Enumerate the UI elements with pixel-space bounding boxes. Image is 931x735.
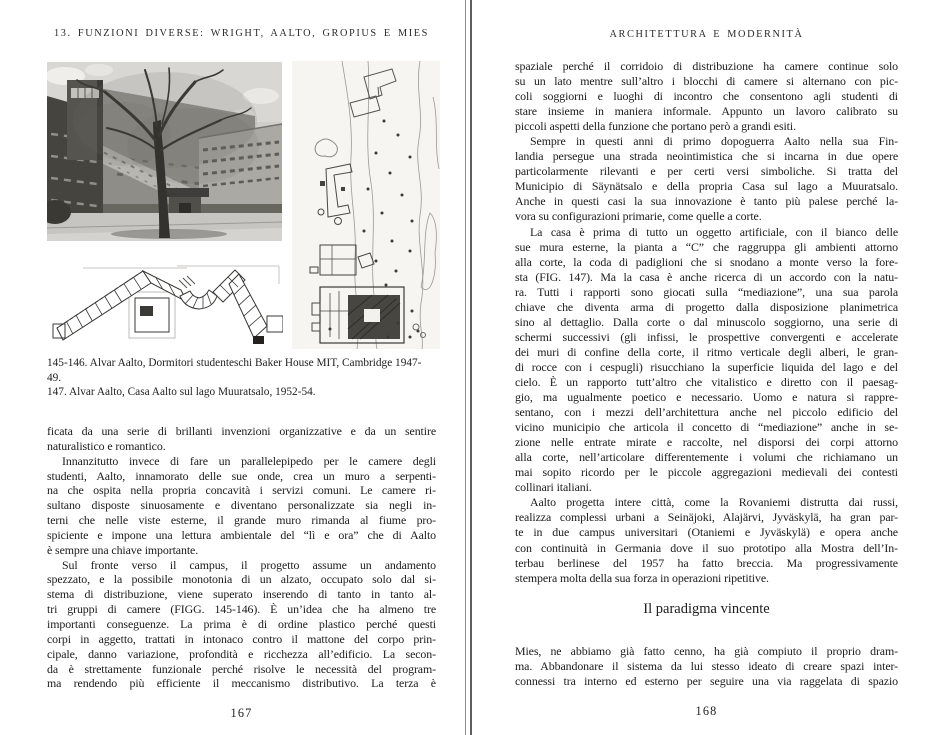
figure-caption — [47, 356, 439, 400]
text-line: cielo. È un rapporto tutt’altro che vitalistico e diretto con il paesag- — [515, 374, 898, 389]
text-line: ra. Tutti i rapporti sono giocati sulla “mediazione”, una sua parola — [515, 284, 898, 299]
text-line: ficata da una serie di brillanti invenzioni organizzative e da un sentire — [47, 424, 436, 438]
caption-line: 145-146. Alvar Aalto, Dormitori studenteschi Baker House MIT, Cambridge 1947- — [47, 357, 422, 369]
section-heading: Il paradigma vincente — [643, 601, 770, 617]
right-page-body-text-after-heading — [515, 644, 898, 689]
text-line: mai sopito ricordo per le piccole aggregazioni medievali dei contesti — [515, 465, 898, 480]
text-line: sentano, con i mezzi dell’architettura anche nel piccolo edificio del — [515, 405, 898, 420]
text-line: è sempre una chiave importante. — [47, 542, 199, 557]
floor-plan-graphic — [47, 258, 283, 349]
text-line: sta (FIG. 147). Ma la casa è anche ricerca di un accordo con la natu- — [515, 269, 898, 284]
text-line: Sempre in questi anni di primo dopoguerra Aalto nella sua Fin- — [530, 134, 898, 149]
text-line: collinari italiani. — [515, 480, 592, 495]
figure-baker-house-plan — [47, 258, 283, 349]
text-line: cipale, danno variazione, profondità e ricchezza all’edificio. La secon- — [47, 646, 436, 661]
text-line: realizza complessi urbani a Seinäjoki, Alajärvi, Jyväskylä, ha gran par- — [515, 510, 898, 525]
text-line: na che ospita nella propria concavità i servizi comuni. Le camere ri- — [47, 483, 436, 498]
left-page-body-text — [47, 424, 436, 691]
text-line: naturalistico e romantico. — [47, 438, 166, 453]
text-line: sino al dettaglio. Dalla corte o dal minuscolo soggiorno, una serie di — [515, 314, 898, 329]
right-page — [470, 0, 931, 735]
text-line: Anche in questi casi la sua innovazione è tanto più palese perché la- — [515, 194, 898, 209]
text-line: piccoli aspetti della funzione che portano però a grandi esiti. — [515, 119, 796, 134]
left-page — [0, 0, 465, 735]
text-line: stare insieme in maniera informale. Appunto un lavoro calibrato su — [515, 104, 898, 119]
text-line: terni che nelle viste esterne, il grande muro rimanda al fiume pro- — [47, 513, 436, 528]
text-line: studenti, Aalto, innamorato delle sue onde, crea un muro a serpenti- — [47, 468, 436, 483]
caption-line: 49. — [47, 371, 62, 384]
text-line: te in due campus universitari (Otaniemi e Jyväskylä) e opera anche — [515, 525, 898, 540]
text-line: Municipio di Säynätsalo e della propria Casa sul lago a Muuratsalo. — [515, 179, 898, 194]
text-line: stempera molta della sua forza in operazioni ripetitive. — [515, 570, 769, 585]
text-line: sultano disposte sinuosamente e diventano personalizzate sia negli in- — [47, 498, 436, 513]
text-line: gio, ma ugualmente poetico e necessario. Uomo e natura si rappre- — [515, 390, 898, 405]
text-line: La casa è prima di tutto un oggetto artificiale, con il bianco delle — [530, 224, 898, 239]
text-line: sue mura esterne, la pianta a “C” che raggruppa gli ambienti attorno — [515, 239, 898, 254]
text-line: tri gruppi di camere (FIGG. 145-146). È un’idea che ha almeno tre — [47, 602, 436, 617]
text-line: particolarmente rilevanti e per certi versi simboliche. Si tratta del — [515, 164, 898, 179]
text-line: terbau berlinese del 1957 ha fatto breccia. Ma progressivamente — [515, 555, 898, 570]
text-line: connessi tra interno ed esterno per seguire una via raggelata di spazio — [515, 674, 898, 689]
text-line: alla corte, nell’articolare differentemente i volumi che richiamano un — [515, 450, 898, 465]
text-line: su un lato mentre sull’altro i blocchi di camere si alternano con pic- — [515, 74, 898, 89]
text-line: dei muri di confine della corte, il ritmo verticale degli alberi, le gran- — [515, 344, 898, 359]
text-line: chiave che diventa arma di progetto dalla disposizione planimetrica — [515, 299, 898, 314]
text-line: zione nelle entrate mirate e raccolte, nel disporsi dei corpi attorno — [515, 435, 898, 450]
right-page-body-text — [515, 59, 898, 586]
text-line: spiciente e impone una lettura ambientale del “lì e ora” che di Aalto — [47, 527, 436, 542]
text-line: ma rendendo più efficiente il meccanismo distributivo. La terza è — [47, 676, 436, 691]
text-line: alla corte, la coda di padiglioni che si snodano a monte verso la fore- — [515, 254, 898, 269]
text-line: Innanzitutto invece di fare un parallelepipedo per le camere degli — [62, 453, 436, 468]
text-line: ma. Abbandonare il sistema da lui stesso ideato di creare spazi inter- — [515, 659, 898, 674]
text-line: vicino municipio che articola il concetto di “mediazione” anche in se- — [515, 420, 898, 435]
text-line: spaziale perché il corridoio di distribuzione ha camere continue solo — [515, 59, 898, 73]
text-line: coli soggiorni e luoghi di incontro che consentono agli studenti di — [515, 89, 898, 104]
text-line: spezzato, e la possibile monotonia di un alzato, occupato solo dal si- — [47, 572, 436, 587]
left-page-number: 167 — [230, 706, 253, 720]
running-header-left: 13. FUNZIONI DIVERSE: WRIGHT, AALTO, GROPIUS E MIES — [54, 28, 429, 39]
text-line: Sul fronte verso il campus, il progetto assume un andamento — [62, 557, 436, 572]
right-page-number: 168 — [695, 704, 718, 718]
text-line: schermi successivi (gli infissi, le prospettive convergenti e accelerate — [515, 329, 898, 344]
text-line: di rocce con i cespugli) risucchiano la superficie liquida del lago e del — [515, 359, 898, 374]
text-line: corpi in aggetto, trattati in intonaco contro il mattone del corpo prin- — [47, 631, 436, 646]
text-line: landia persegue una strada neointimistica che si incarna in due opere — [515, 149, 898, 164]
running-header-right: ARCHITETTURA E MODERNITÀ — [609, 29, 804, 40]
figure-muuratsalo-site-plan — [292, 61, 440, 349]
figure-baker-house-photo — [47, 62, 282, 241]
baker-house-photo-graphic — [47, 62, 282, 241]
text-line: con continuità in Germania dove il suo prototipo alla Mostra dell’In- — [515, 540, 898, 555]
text-line: stema di distribuzione, viene superato inserendo di tanto in tanto al- — [47, 587, 436, 602]
caption-line: 147. Alvar Aalto, Casa Aalto sul lago Muuratsalo, 1952-54. — [47, 386, 316, 399]
site-plan-graphic — [292, 61, 440, 349]
text-line: importanti conseguenze. La prima è di ordine plastico perché questi — [47, 616, 436, 631]
text-line: Aalto progetta intere città, come la Rovaniemi distrutta dai russi, — [530, 495, 898, 510]
text-line: Mies, ne abbiamo già fatto cenno, ha già compiuto il proprio dram- — [515, 644, 898, 658]
text-line: da è strettamente funzionale perché risolve le necessità del program- — [47, 661, 436, 676]
text-line: vora su configurazioni primarie, come quelle a corte. — [515, 209, 762, 224]
